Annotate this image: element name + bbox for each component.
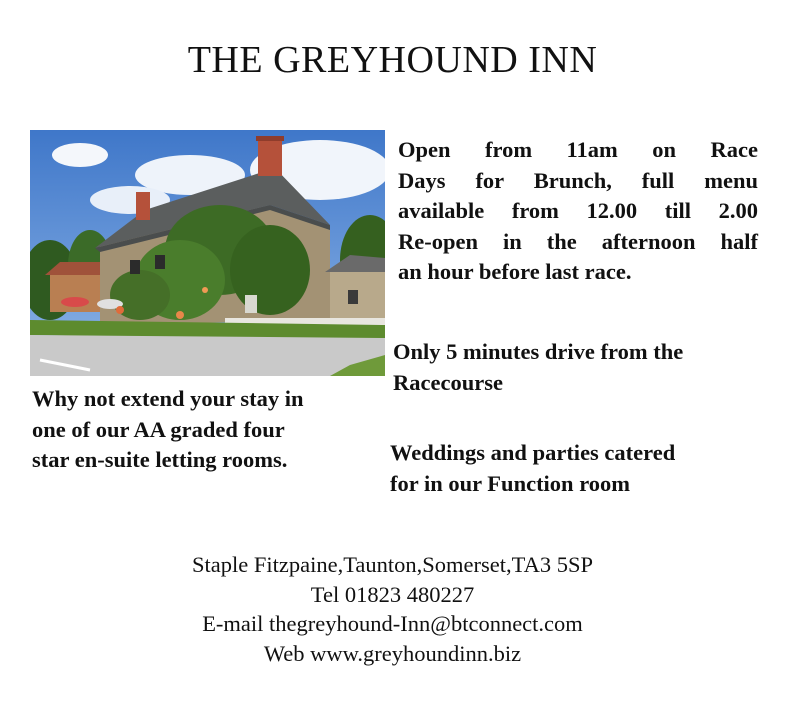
weddings-text: [390, 438, 770, 499]
race-days-line: Open from 11am on Race: [398, 137, 758, 162]
race-days-text: [398, 135, 758, 288]
email: E-mail thegreyhound-Inn@btconnect.com: [202, 611, 583, 636]
inn-photo: [30, 130, 385, 376]
page-title: THE GREYHOUND INN: [187, 39, 598, 81]
contact-block: [0, 550, 785, 668]
address: Staple Fitzpaine,Taunton,Somerset,TA3 5SP: [192, 552, 593, 577]
telephone: Tel 01823 480227: [310, 581, 475, 607]
drive-line: Only 5 minutes drive from the: [393, 339, 684, 364]
drive-text: [393, 337, 773, 398]
stay-line: one of our AA graded four: [32, 416, 285, 442]
race-days-line: an hour before last race.: [398, 259, 632, 284]
weddings-line: for in our Function room: [390, 470, 631, 496]
stay-text: [32, 384, 372, 476]
weddings-line: Weddings and parties catered: [390, 440, 676, 465]
race-days-line: Days for Brunch, full menu: [398, 167, 758, 193]
race-days-line: available from 12.00 till 2.00: [398, 198, 758, 223]
drive-line: Racecourse: [393, 369, 503, 395]
stay-line: star en-suite letting rooms.: [32, 447, 288, 472]
website: Web www.greyhoundinn.biz: [263, 640, 522, 666]
race-days-line: Re-open in the afternoon half: [398, 228, 758, 254]
stay-line: Why not extend your stay in: [32, 386, 304, 411]
